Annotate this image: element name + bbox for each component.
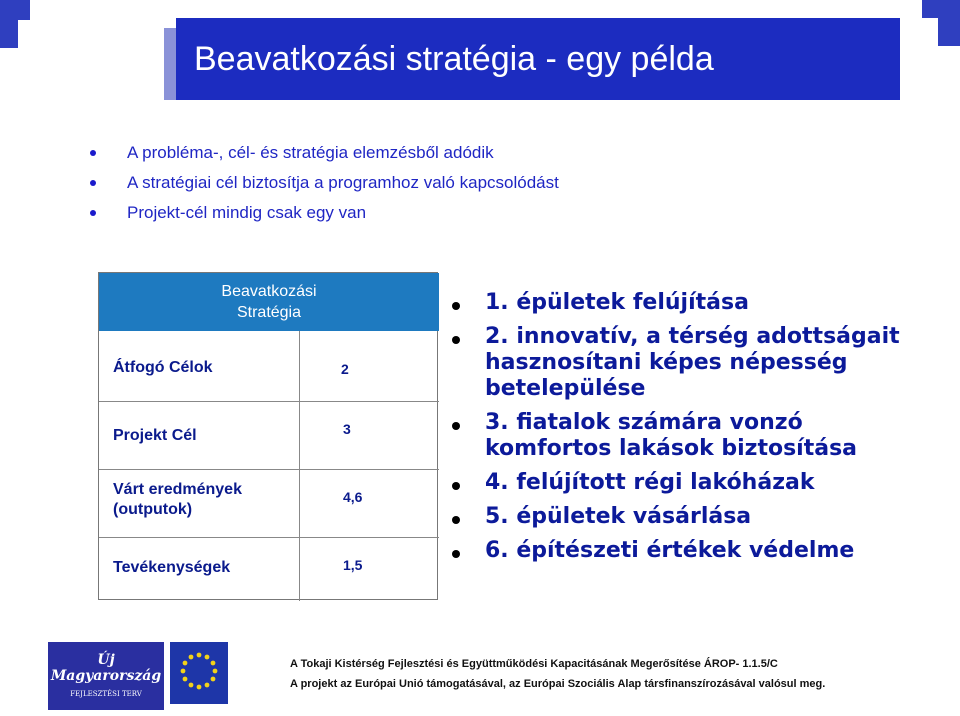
divider (299, 401, 439, 402)
corner-decoration (0, 20, 18, 48)
list-item-text: 2. innovatív, a térség adottságait hasznosítani képes népesség betelepülése (485, 324, 900, 401)
list-item-text: 6. építészeti értékek védelme (485, 538, 855, 563)
row-label-expected-results-sub: (outputok) (113, 501, 193, 518)
bullet-text: A stratégiai cél biztosítja a programhoz való kapcsolódást (127, 173, 559, 192)
list-item (452, 324, 952, 402)
row-label-overall-goals: Átfogó Célok (113, 359, 213, 376)
bullet-icon (90, 180, 96, 186)
list-item (452, 410, 952, 462)
bullet-icon (452, 516, 460, 524)
list-item-text: 3. fiatalok számára vonzó komfortos lakások biztosítása (485, 410, 858, 461)
bullet-icon (452, 550, 460, 558)
footer-funding-note: A projekt az Európai Unió támogatásával, az Európai Szociális Alap társfinanszírozásával valósul meg. (290, 678, 826, 690)
divider (99, 537, 439, 538)
list-item-text: 5. épületek vásárlása (485, 504, 752, 529)
divider (299, 401, 300, 469)
row-label-activities: Tevékenységek (113, 559, 231, 576)
intervention-logic-table (98, 272, 438, 600)
table-header (99, 273, 439, 331)
row-label-expected-results: Várt eredmények (113, 481, 242, 498)
row-label-project-goal: Projekt Cél (113, 427, 197, 444)
list-item (452, 538, 952, 564)
footer-project-title: A Tokaji Kistérség Fejlesztési és Együttműködési Kapacitásának Megerősítése ÁROP- 1.1.5/C (290, 658, 778, 670)
divider (99, 469, 439, 470)
list-item-text: 4. felújított régi lakóházak (485, 470, 815, 495)
row-value-overall-goals: 2 (341, 361, 349, 377)
corner-decoration (938, 18, 960, 46)
divider (299, 331, 300, 401)
title-bar-shadow (164, 28, 176, 100)
list-item (90, 198, 559, 228)
list-item (452, 470, 952, 496)
bullet-icon (452, 336, 460, 344)
divider (99, 401, 299, 402)
bullet-icon (452, 422, 460, 430)
corner-decoration (922, 0, 960, 18)
bullet-icon (452, 482, 460, 490)
bullet-icon (90, 150, 96, 156)
divider (299, 537, 300, 601)
bullet-icon (452, 302, 460, 310)
row-value-project-goal: 3 (343, 421, 351, 437)
uj-magyarorszag-logo (48, 642, 164, 710)
logo-subtext: FEJLESZTÉSI TERV (70, 690, 142, 698)
bullet-icon (90, 210, 96, 216)
divider (299, 469, 300, 537)
intro-bullet-list (90, 138, 559, 228)
corner-decoration (0, 0, 30, 20)
bullet-text: Projekt-cél mindig csak egy van (127, 203, 367, 222)
slide-title: Beavatkozási stratégia - egy példa (194, 39, 714, 78)
table-header-line2: Stratégia (236, 304, 302, 321)
bullet-text: A probléma-, cél- és stratégia elemzésből adódik (127, 143, 494, 162)
table-header-line1: Beavatkozási (221, 283, 317, 300)
list-item-text: 1. épületek felújítása (485, 290, 749, 315)
measures-list (452, 290, 952, 564)
title-bar (176, 18, 900, 100)
eu-flag-icon (170, 642, 228, 704)
list-item (90, 138, 559, 168)
list-item (452, 290, 952, 316)
footer (0, 636, 960, 716)
logo-text: Új Magyarország (50, 652, 162, 684)
row-value-expected-results: 4,6 (343, 489, 363, 505)
row-value-activities: 1,5 (343, 557, 363, 573)
list-item (90, 168, 559, 198)
list-item (452, 504, 952, 530)
